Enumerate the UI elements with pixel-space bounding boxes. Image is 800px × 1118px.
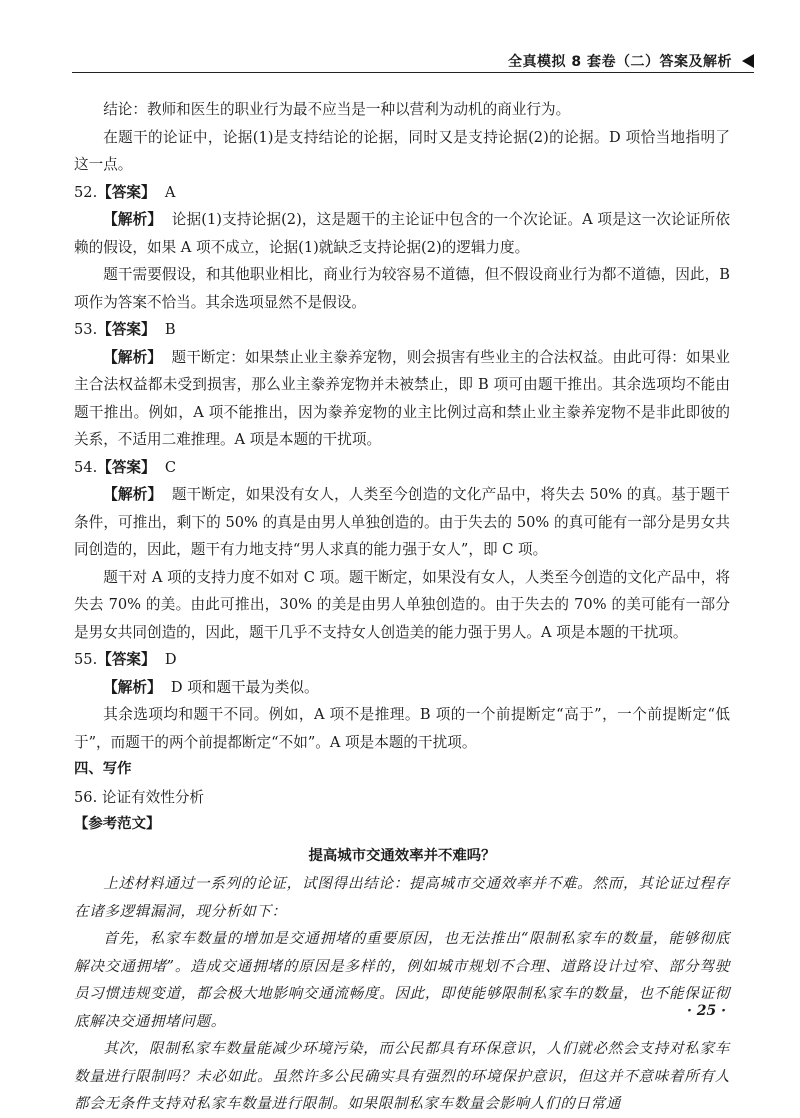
essay-paragraph-1: 上述材料通过一系列的论证，试图得出结论：提高城市交通效率并不难。然而，其论证过程存在诸多逻辑漏洞，现分析如下： <box>74 875 730 920</box>
reference-essay-label: 【参考范文】 <box>74 816 161 832</box>
answer-value: A <box>164 183 176 201</box>
answer-label: 【答案】 <box>97 458 156 476</box>
analysis-label: 【解析】 <box>103 348 162 366</box>
analysis-52-p1: 【解析】 论据(1)支持论据(2)，这是题干的主论证中包含的一个次论证。A 项是这一次论证所依赖的假设，如果 A 项不成立，论据(1)就缺乏支持论据(2)的逻辑力度。 <box>74 211 730 256</box>
explanation-paragraph: 在题干的论证中，论据(1)是支持结论的论据，同时又是支持论据(2)的论据。D 项恰当地指明了这一点。 <box>74 128 730 173</box>
answer-value: C <box>164 458 177 476</box>
answer-52 <box>74 179 730 207</box>
running-header <box>72 50 754 73</box>
analysis-label: 【解析】 <box>103 211 163 228</box>
question-number: 52. <box>74 183 98 201</box>
conclusion-paragraph: 结论：教师和医生的职业行为最不应当是一种以营利为动机的商业行为。 <box>103 101 571 118</box>
question-number: 53. <box>74 321 98 338</box>
analysis-55-p2: 其余选项均和题干不同。例如，A 项不是推理。B 项的一个前提断定“高于”，一个前提断定“低于”，而题干的两个前提都断定“不如”。A 项是本题的干扰项。 <box>74 706 730 751</box>
triangle-arrow-icon <box>742 54 754 68</box>
page-number: · 25 · <box>687 1003 726 1019</box>
analysis-label: 【解析】 <box>103 678 162 696</box>
page-content <box>74 96 730 1118</box>
question-number: 54. <box>74 458 98 476</box>
analysis-55-p1: 【解析】 D 项和题干最为类似。 <box>103 678 319 696</box>
answer-53 <box>74 316 730 344</box>
question-number: 55. <box>74 651 98 668</box>
answer-value: B <box>164 321 176 338</box>
answer-55 <box>74 646 730 674</box>
answer-label: 【答案】 <box>97 651 156 668</box>
header-title: 全真模拟 8 套卷（二）答案及解析 <box>508 54 732 70</box>
essay-paragraph-2: 首先，私家车数量的增加是交通拥堵的重要原因，也无法推出“限制私家车的数量，能够彻底解决交通拥堵”。造成交通拥堵的原因是多样的，例如城市规划不合理、道路设计过窄、部分驾驶员习惯违规变道，都会极大地影响交通流畅度。因此，即使能够限制私家车的数量，也不能保证彻底解决交通拥堵问题。 <box>74 930 730 1030</box>
question-56-title: 56. 论证有效性分析 <box>74 788 205 806</box>
answer-label: 【答案】 <box>97 183 156 201</box>
analysis-54-p1: 【解析】 题干断定，如果没有女人，人类至今创造的文化产品中，将失去 50% 的真。基于题干条件，可推出，剩下的 50% 的真是由男人单独创造的。由于失去的 50% 的真可能有一部分是男女共同创造的，因此，题干有力地支持“男人求真的能力强于女人”，即 C 项。 <box>74 486 731 558</box>
analysis-53-p1: 【解析】 题干断定：如果禁止业主豢养宠物，则会损害有些业主的合法权益。由此可得：如果业主合法权益都未受到损害，那么业主豢养宠物并未被禁止，即 B 项可由题干推出。其余选项均不能由题干推出。例如，A 项不能推出，因为豢养宠物的业主比例过高和禁止业主豢养宠物不是非此即彼的关系，不适用二难推理。A 项是本题的干扰项。 <box>74 348 730 448</box>
answer-54 <box>74 454 730 482</box>
analysis-52-p2: 题干需要假设，和其他职业相比，商业行为较容易不道德，但不假设商业行为都不道德，因此，B 项作为答案不恰当。其余选项显然不是假设。 <box>74 266 730 311</box>
answer-value: D <box>164 651 177 668</box>
answer-label: 【答案】 <box>97 321 156 338</box>
section-heading: 四、写作 <box>74 761 132 777</box>
essay-paragraph-3: 其次，限制私家车数量能减少环境污染，而公民都具有环保意识，人们就必然会支持对私家车数量进行限制吗？未必如此。虽然许多公民确实具有强烈的环境保护意识，但这并不意味着所有人都会无条件支持对私家车数量进行限制。如果限制私家车数量会影响人们的日常通 <box>74 1040 730 1112</box>
analysis-54-p2: 题干对 A 项的支持力度不如对 C 项。题干断定，如果没有女人，人类至今创造的文化产品中，将失去 70% 的美。由此可推出，30% 的美是由男人单独创造的。由于失去的 70% 的美可能有一部分是男女共同创造的，因此，题干几乎不支持女人创造美的能力强于男人。A 项是本题的干扰项。 <box>74 568 730 641</box>
essay-title: 提高城市交通效率并不难吗？ <box>308 847 496 864</box>
analysis-label: 【解析】 <box>103 486 163 503</box>
